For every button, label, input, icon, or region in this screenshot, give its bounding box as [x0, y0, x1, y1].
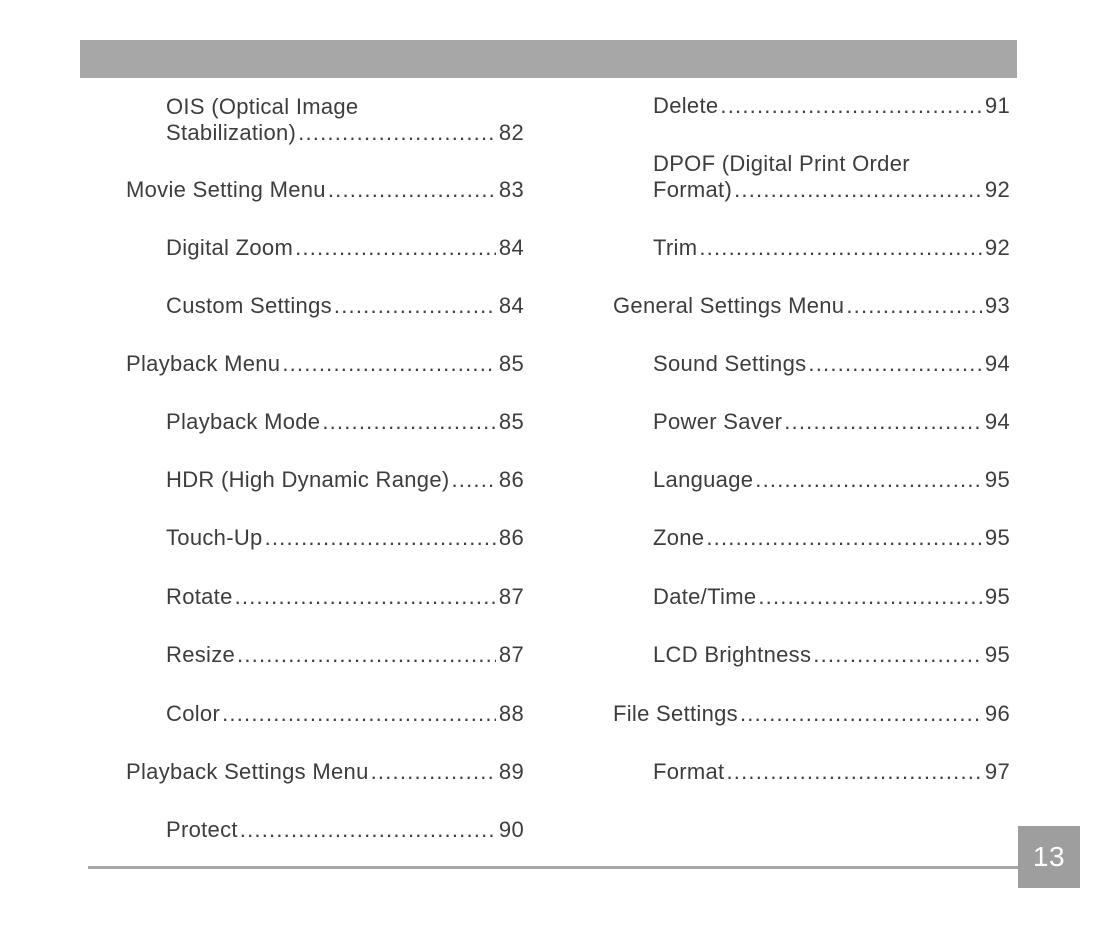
toc-entry[interactable] [166, 293, 524, 319]
toc-entry[interactable] [166, 817, 524, 843]
toc-entry[interactable] [653, 409, 1010, 435]
toc-entry[interactable] [653, 525, 1010, 551]
toc-entry[interactable] [653, 759, 1010, 785]
toc-page-number: 88 [498, 701, 524, 726]
toc-entry-label: Color [166, 701, 221, 726]
toc-entry[interactable] [126, 177, 524, 203]
toc-page-number: 92 [984, 177, 1010, 202]
toc-entry[interactable] [166, 235, 524, 261]
toc-entry-label: HDR (High Dynamic Range) [166, 467, 450, 492]
toc-dot-leader [295, 235, 496, 261]
toc-entry-label: Custom Settings [166, 293, 332, 318]
page-number-tab: 13 [1018, 826, 1080, 888]
toc-page-number: 94 [984, 351, 1010, 376]
toc-page-number: 86 [498, 467, 524, 492]
toc-entry[interactable] [166, 642, 524, 668]
toc-page-number: 96 [984, 701, 1010, 726]
toc-dot-leader [846, 293, 982, 319]
toc-entry[interactable] [653, 235, 1010, 261]
toc-entry[interactable] [166, 467, 524, 493]
footer-rule [88, 866, 1018, 869]
toc-dot-leader [328, 177, 496, 203]
toc-entry[interactable] [653, 584, 1010, 610]
toc-entry-label: Touch-Up [166, 525, 263, 550]
toc-page-number: 90 [498, 817, 524, 842]
toc-entry-label: General Settings Menu [613, 293, 845, 318]
toc-entry[interactable] [653, 467, 1010, 493]
toc-entry-label: Movie Setting Menu [126, 177, 326, 202]
toc-page-number: 86 [498, 525, 524, 550]
toc-entry[interactable] [166, 94, 524, 146]
toc-entry[interactable] [613, 293, 1010, 319]
toc-page-number: 94 [984, 409, 1010, 434]
toc-page-number: 85 [498, 351, 524, 376]
toc-dot-leader [706, 525, 982, 551]
toc-entry-label: Format [653, 759, 725, 784]
toc-dot-leader [240, 817, 496, 843]
header-bar [80, 40, 1017, 78]
toc-entry-label: Rotate [166, 584, 233, 609]
toc-dot-leader [808, 351, 982, 377]
toc-entry-label: Delete [653, 93, 719, 118]
toc-page-number: 95 [984, 525, 1010, 550]
toc-entry-label: Playback Settings Menu [126, 759, 369, 784]
toc-page-number: 87 [498, 642, 524, 667]
toc-page-number: 84 [498, 293, 524, 318]
toc-entry-label: File Settings [613, 701, 738, 726]
toc-entry-label: Resize [166, 642, 236, 667]
toc-dot-leader [726, 759, 981, 785]
toc-dot-leader [755, 467, 982, 493]
toc-dot-leader [298, 120, 496, 146]
toc-page-number: 95 [984, 584, 1010, 609]
toc-page-number: 91 [984, 93, 1010, 118]
toc-page-number: 82 [498, 120, 524, 145]
toc-entry[interactable] [166, 584, 524, 610]
toc-dot-leader [784, 409, 982, 435]
toc-page-number: 93 [984, 293, 1010, 318]
toc-dot-leader [452, 467, 496, 493]
toc-entry-label-line1: DPOF (Digital Print Order [653, 151, 910, 176]
toc-entry-label: Format) [653, 177, 733, 202]
toc-dot-leader [720, 93, 982, 119]
toc-dot-leader [371, 759, 496, 785]
toc-entry[interactable] [166, 701, 524, 727]
toc-dot-leader [758, 584, 982, 610]
toc-entry[interactable] [653, 151, 1010, 203]
toc-entry-label: Date/Time [653, 584, 757, 609]
toc-dot-leader [235, 584, 496, 610]
toc-entry-label: Language [653, 467, 754, 492]
toc-page-number: 84 [498, 235, 524, 260]
toc-entry-label: Stabilization) [166, 120, 297, 145]
toc-page-number: 85 [498, 409, 524, 434]
toc-page-number: 92 [984, 235, 1010, 260]
toc-dot-leader [740, 701, 982, 727]
toc-page-number: 97 [984, 759, 1010, 784]
toc-page-number: 95 [984, 642, 1010, 667]
toc-entry[interactable] [166, 409, 524, 435]
toc-entry[interactable] [613, 701, 1010, 727]
toc-entry-label: LCD Brightness [653, 642, 812, 667]
toc-dot-leader [222, 701, 496, 727]
toc-dot-leader [699, 235, 982, 261]
toc-dot-leader [322, 409, 496, 435]
toc-page-number: 89 [498, 759, 524, 784]
toc-dot-leader [334, 293, 496, 319]
toc-entry[interactable] [653, 642, 1010, 668]
toc-dot-leader [734, 177, 982, 203]
toc-page-number: 95 [984, 467, 1010, 492]
toc-entry-label: Power Saver [653, 409, 783, 434]
toc-entry-label: Trim [653, 235, 698, 260]
toc-entry[interactable] [653, 93, 1010, 119]
toc-entry-label: Digital Zoom [166, 235, 294, 260]
toc-entry-label: Playback Menu [126, 351, 281, 376]
toc-entry-label: Protect [166, 817, 238, 842]
toc-entry[interactable] [126, 351, 524, 377]
toc-entry[interactable] [126, 759, 524, 785]
toc-dot-leader [813, 642, 982, 668]
toc-dot-leader [237, 642, 496, 668]
toc-dot-leader [282, 351, 496, 377]
toc-entry-label-line1: OIS (Optical Image [166, 94, 359, 119]
toc-page-number: 83 [498, 177, 524, 202]
toc-entry[interactable] [166, 525, 524, 551]
toc-entry-label: Playback Mode [166, 409, 321, 434]
toc-entry[interactable] [653, 351, 1010, 377]
toc-entry-label: Zone [653, 525, 705, 550]
toc-page-number: 87 [498, 584, 524, 609]
toc-entry-label: Sound Settings [653, 351, 807, 376]
toc-dot-leader [265, 525, 496, 551]
